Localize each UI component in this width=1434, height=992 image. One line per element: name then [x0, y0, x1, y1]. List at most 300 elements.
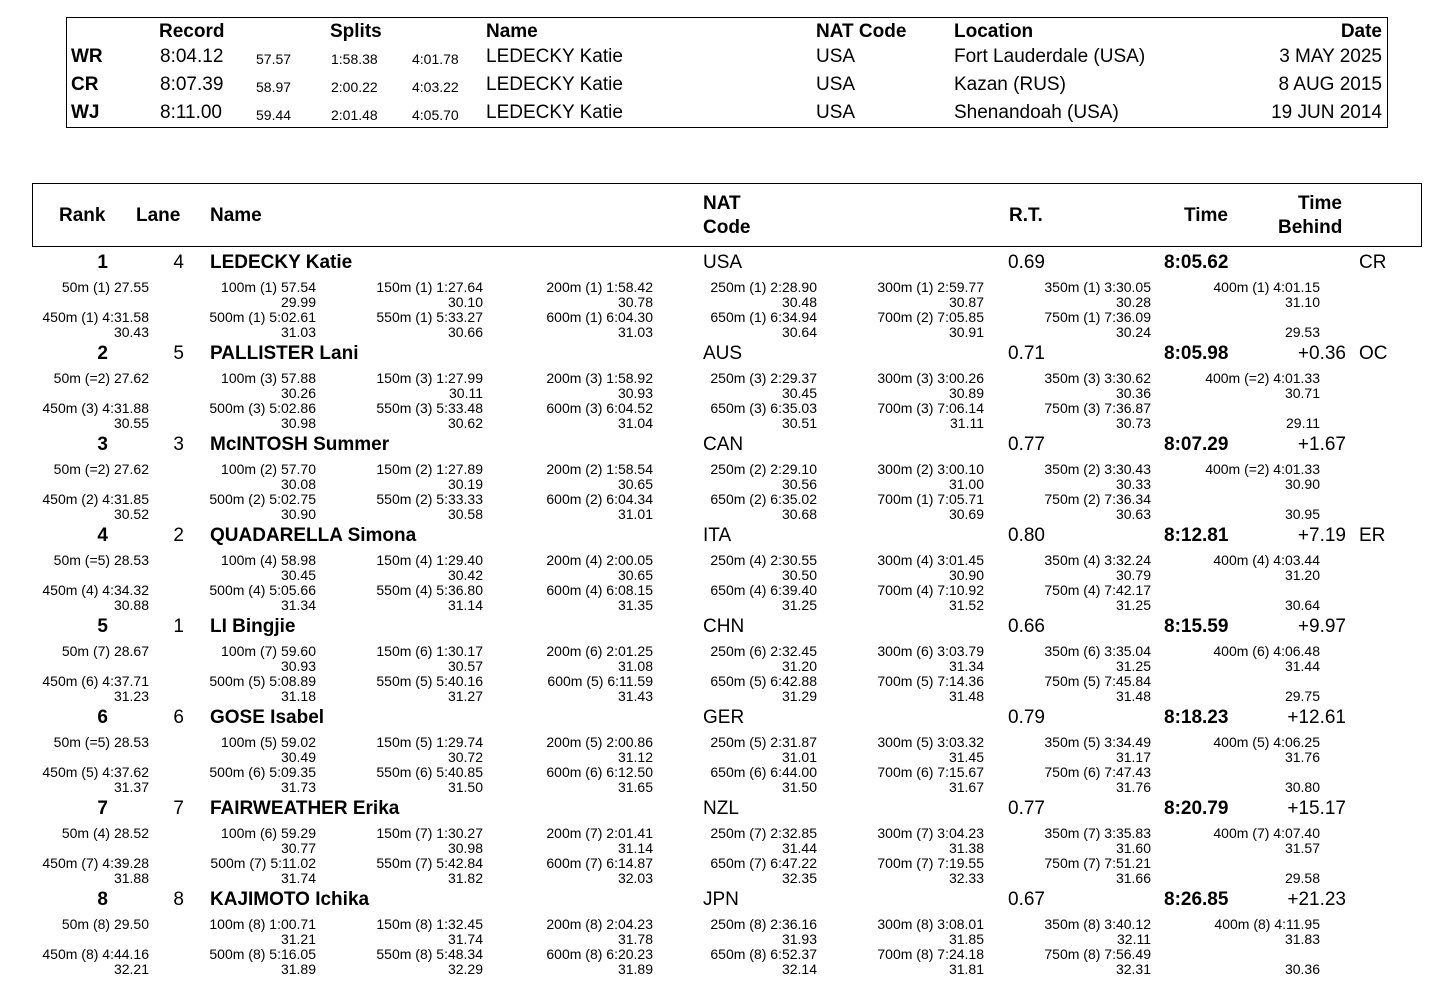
- split-time: [647, 674, 817, 704]
- split-time: [814, 674, 984, 704]
- split-time: [313, 644, 483, 674]
- split-time: [647, 644, 817, 674]
- split-cumulative: 350m (4) 3:32.24: [1044, 552, 1151, 568]
- split-cumulative: 250m (1) 2:28.90: [710, 279, 817, 295]
- split-lap: 30.78: [617, 294, 653, 310]
- location-header: Location: [954, 21, 1034, 42]
- split-cumulative: 150m (2) 1:27.89: [376, 461, 483, 477]
- time-behind: +12.61: [1287, 707, 1346, 728]
- split-cumulative: 550m (8) 5:48.34: [376, 946, 483, 962]
- split-time: [647, 492, 817, 522]
- record-row: [67, 102, 1387, 130]
- split-lap: 31.93: [781, 931, 817, 947]
- split-time: [313, 583, 483, 613]
- split-cumulative: 600m (8) 6:20.23: [546, 946, 653, 962]
- lane: 5: [173, 343, 184, 364]
- split-cumulative: 550m (5) 5:40.16: [376, 673, 483, 689]
- split-lap: 31.89: [280, 961, 316, 977]
- split-lap: 30.65: [617, 567, 653, 583]
- records-table: [66, 17, 1388, 128]
- split-lap: 31.00: [948, 476, 984, 492]
- record-type: CR: [71, 74, 99, 95]
- split-time: [146, 492, 316, 522]
- final-time: 8:12.81: [1164, 525, 1229, 546]
- athlete-name: PALLISTER Lani: [210, 343, 359, 364]
- split-cumulative: 750m (7) 7:51.21: [1044, 855, 1151, 871]
- split-lap: 30.91: [948, 324, 984, 340]
- split-time: [483, 462, 653, 492]
- split-cumulative: 200m (5) 2:00.86: [546, 734, 653, 750]
- split-time: [313, 371, 483, 401]
- split-time: [1150, 735, 1320, 765]
- athlete-name: McINTOSH Summer: [210, 434, 390, 455]
- split-cumulative: 500m (1) 5:02.61: [209, 309, 316, 325]
- split-lap: 30.19: [447, 476, 483, 492]
- split-cumulative: 250m (6) 2:32.45: [710, 643, 817, 659]
- reaction-time: 0.79: [1008, 707, 1045, 728]
- split-lap: 31.17: [1115, 749, 1151, 765]
- split-time: [313, 492, 483, 522]
- split-time: [647, 371, 817, 401]
- split-lap: 31.50: [781, 779, 817, 795]
- split-cumulative: 600m (7) 6:14.87: [546, 855, 653, 871]
- nat-code: GER: [703, 707, 745, 728]
- time-behind: +9.97: [1297, 616, 1346, 637]
- split-lap: 31.11: [950, 415, 984, 431]
- split-cumulative: 550m (1) 5:33.27: [376, 309, 483, 325]
- split-cumulative: 150m (7) 1:30.27: [376, 825, 483, 841]
- split-lap: 31.20: [781, 658, 817, 674]
- record-time: 8:07.39: [160, 74, 224, 95]
- split-time: [814, 644, 984, 674]
- split-cumulative: 350m (8) 3:40.12: [1044, 916, 1151, 932]
- split-time: [146, 553, 316, 583]
- split-cumulative: 100m (8) 1:00.71: [209, 916, 316, 932]
- record-split: 58.97: [256, 79, 292, 95]
- split-cumulative: 350m (6) 3:35.04: [1044, 643, 1151, 659]
- split-lap: 31.74: [280, 870, 316, 886]
- split-time: [146, 462, 316, 492]
- split-lap: 30.73: [1115, 415, 1151, 431]
- split-lap: 30.10: [447, 294, 483, 310]
- split-lap: 31.25: [1115, 597, 1151, 613]
- split-time: [0, 947, 149, 977]
- results-list: [0, 251, 1434, 979]
- nat-code: CHN: [703, 616, 745, 637]
- split-time: [814, 856, 984, 886]
- split-lap: 31.14: [447, 597, 483, 613]
- record-location: Fort Lauderdale (USA): [954, 46, 1146, 67]
- split-cumulative: 300m (2) 3:00.10: [877, 461, 984, 477]
- split-time: [146, 280, 316, 310]
- split-time: [146, 735, 316, 765]
- split-time: [981, 856, 1151, 886]
- split-cumulative: 100m (5) 59.02: [221, 734, 316, 750]
- split-cumulative: 450m (1) 4:31.58: [42, 309, 149, 325]
- athlete-name: KAJIMOTO Ichika: [210, 889, 370, 910]
- record-split: 59.44: [256, 107, 292, 123]
- record-date: 3 MAY 2025: [1279, 46, 1382, 67]
- split-cumulative: 750m (4) 7:42.17: [1044, 582, 1151, 598]
- split-lap: 30.56: [781, 476, 817, 492]
- split-cumulative: 500m (7) 5:11.02: [210, 855, 316, 871]
- split-cumulative: 50m (4) 28.52: [61, 825, 149, 841]
- split-time: [483, 917, 653, 947]
- split-time: [647, 765, 817, 795]
- final-time: 8:05.62: [1164, 252, 1229, 273]
- split-lap: 31.29: [781, 688, 817, 704]
- record-split: 57.57: [256, 51, 292, 67]
- final-time: 8:15.59: [1164, 616, 1229, 637]
- split-lap: 31.10: [1284, 294, 1320, 310]
- split-time: [0, 553, 149, 568]
- lane-header: Lane: [136, 205, 181, 226]
- split-lap: 30.63: [1115, 506, 1151, 522]
- split-cumulative: 650m (1) 6:34.94: [710, 309, 817, 325]
- reaction-time: 0.71: [1008, 343, 1045, 364]
- split-cumulative: 400m (5) 4:06.25: [1213, 734, 1320, 750]
- split-cumulative: 100m (1) 57.54: [221, 279, 316, 295]
- split-cumulative: 500m (3) 5:02.86: [209, 400, 316, 416]
- record-split: 4:05.70: [412, 107, 459, 123]
- split-cumulative: 700m (3) 7:06.14: [877, 400, 984, 416]
- split-time: [483, 674, 653, 704]
- split-time: [146, 310, 316, 340]
- split-cumulative: 200m (8) 2:04.23: [546, 916, 653, 932]
- split-cumulative: 50m (8) 29.50: [61, 916, 149, 932]
- athlete-summary: [0, 342, 1434, 366]
- lane: 6: [173, 707, 184, 728]
- split-time: [0, 583, 149, 613]
- split-lap: 31.14: [617, 840, 653, 856]
- split-cumulative: 750m (5) 7:45.84: [1044, 673, 1151, 689]
- split-time: [814, 553, 984, 583]
- split-cumulative: 300m (1) 2:59.77: [877, 279, 984, 295]
- split-cumulative: 300m (7) 3:04.23: [877, 825, 984, 841]
- result-row: [0, 342, 1434, 433]
- split-time: [1150, 462, 1320, 492]
- split-cumulative: 650m (2) 6:35.02: [710, 491, 817, 507]
- split-cumulative: 200m (6) 2:01.25: [546, 643, 653, 659]
- split-lap: 31.78: [617, 931, 653, 947]
- split-cumulative: 250m (5) 2:31.87: [710, 734, 817, 750]
- split-time: [647, 917, 817, 947]
- rank: 8: [97, 889, 108, 910]
- split-lap: 32.21: [113, 961, 149, 977]
- split-time: [0, 371, 149, 386]
- split-cumulative: 650m (7) 6:47.22: [710, 855, 817, 871]
- split-time: [0, 826, 149, 841]
- split-lap: 32.11: [1117, 931, 1151, 947]
- split-lap: 31.38: [948, 840, 984, 856]
- split-cumulative: 500m (4) 5:05.66: [209, 582, 316, 598]
- time-behind-header-line2: Behind: [1278, 217, 1343, 238]
- split-time: [0, 280, 149, 295]
- split-time: [647, 462, 817, 492]
- split-cumulative: 250m (3) 2:29.37: [710, 370, 817, 386]
- split-lap: 31.83: [1284, 931, 1320, 947]
- split-time: [814, 492, 984, 522]
- record-holder: LEDECKY Katie: [486, 46, 623, 67]
- record-split: 2:00.22: [331, 79, 378, 95]
- split-cumulative: 400m (=2) 4:01.33: [1205, 370, 1320, 386]
- split-cumulative: 350m (1) 3:30.05: [1044, 279, 1151, 295]
- split-lap: 31.44: [1284, 658, 1320, 674]
- split-time: [0, 644, 149, 659]
- time-header: Time: [1184, 205, 1229, 226]
- athlete-name: LI Bingjie: [210, 616, 296, 637]
- split-lap: 31.25: [1115, 658, 1151, 674]
- split-cumulative: 550m (7) 5:42.84: [376, 855, 483, 871]
- split-time: [647, 826, 817, 856]
- split-lap: 31.82: [447, 870, 483, 886]
- split-cumulative: 400m (=2) 4:01.33: [1205, 461, 1320, 477]
- athlete-summary: [0, 615, 1434, 639]
- record-nat-code: USA: [816, 74, 856, 95]
- split-time: [483, 401, 653, 431]
- split-time: [814, 917, 984, 947]
- split-cumulative: 750m (3) 7:36.87: [1044, 400, 1151, 416]
- record-nat-code: USA: [816, 102, 856, 123]
- split-time: [313, 553, 483, 583]
- split-time: [981, 917, 1151, 947]
- rank: 4: [97, 525, 108, 546]
- split-time: [483, 735, 653, 765]
- split-cumulative: 700m (6) 7:15.67: [877, 764, 984, 780]
- split-lap: 32.35: [781, 870, 817, 886]
- result-row: [0, 797, 1434, 888]
- nat-code: JPN: [703, 889, 739, 910]
- split-cumulative: 50m (=5) 28.53: [53, 552, 149, 568]
- split-time: [981, 674, 1151, 704]
- record-mark: ER: [1359, 525, 1386, 546]
- split-cumulative: 450m (5) 4:37.62: [42, 764, 149, 780]
- split-time: [483, 765, 653, 795]
- split-lap: 31.23: [113, 688, 149, 704]
- split-time: [647, 401, 817, 431]
- split-time: [146, 674, 316, 704]
- rank: 1: [97, 252, 108, 273]
- split-lap: 31.52: [948, 597, 984, 613]
- split-time: [1150, 553, 1320, 583]
- split-cumulative: 200m (2) 1:58.54: [546, 461, 653, 477]
- split-cumulative: 50m (1) 27.55: [61, 279, 149, 295]
- split-time: [981, 735, 1151, 765]
- final-lap-split: 29.53: [1284, 324, 1320, 340]
- split-time: [483, 492, 653, 522]
- final-time: 8:26.85: [1164, 889, 1229, 910]
- record-mark: OC: [1359, 343, 1388, 364]
- reaction-time-header: R.T.: [1009, 205, 1043, 226]
- record-row: [67, 74, 1387, 102]
- split-cumulative: 250m (8) 2:36.16: [710, 916, 817, 932]
- split-lap: 30.26: [280, 385, 316, 401]
- split-lap: 31.48: [1115, 688, 1151, 704]
- split-time: [483, 856, 653, 886]
- record-header: Record: [159, 21, 225, 42]
- split-lap: 30.89: [948, 385, 984, 401]
- athlete-summary: [0, 524, 1434, 548]
- lane: 4: [173, 252, 184, 273]
- split-time: [0, 310, 149, 340]
- split-time: [981, 644, 1151, 674]
- record-row: [67, 46, 1387, 74]
- name-column-header: Name: [210, 205, 262, 226]
- split-cumulative: 300m (6) 3:03.79: [877, 643, 984, 659]
- split-lap: 31.35: [617, 597, 653, 613]
- rank: 3: [97, 434, 108, 455]
- split-lap: 30.79: [1115, 567, 1151, 583]
- split-cumulative: 450m (2) 4:31.85: [42, 491, 149, 507]
- split-cumulative: 350m (3) 3:30.62: [1044, 370, 1151, 386]
- split-time: [1150, 371, 1320, 401]
- split-cumulative: 450m (6) 4:37.71: [42, 673, 149, 689]
- split-time: [313, 826, 483, 856]
- split-cumulative: 50m (=2) 27.62: [53, 461, 149, 477]
- split-cumulative: 700m (8) 7:24.18: [877, 946, 984, 962]
- split-time: [0, 492, 149, 522]
- split-lap: 32.29: [447, 961, 483, 977]
- split-lap: 31.34: [280, 597, 316, 613]
- split-time: [981, 492, 1151, 522]
- split-lap: 30.87: [948, 294, 984, 310]
- split-cumulative: 250m (7) 2:32.85: [710, 825, 817, 841]
- split-cumulative: 500m (2) 5:02.75: [209, 491, 316, 507]
- split-lap: 32.03: [617, 870, 653, 886]
- time-behind: +21.23: [1287, 889, 1346, 910]
- split-cumulative: 700m (5) 7:14.36: [877, 673, 984, 689]
- split-cumulative: 300m (5) 3:03.32: [877, 734, 984, 750]
- split-time: [146, 401, 316, 431]
- final-lap-split: 30.80: [1284, 779, 1320, 795]
- split-time: [981, 462, 1151, 492]
- split-lap: 31.57: [1284, 840, 1320, 856]
- split-time: [313, 856, 483, 886]
- record-date: 8 AUG 2015: [1278, 74, 1382, 95]
- split-cumulative: 750m (8) 7:56.49: [1044, 946, 1151, 962]
- split-time: [146, 371, 316, 401]
- split-lap: 31.03: [617, 324, 653, 340]
- split-lap: 31.34: [948, 658, 984, 674]
- split-cumulative: 100m (6) 59.29: [221, 825, 316, 841]
- split-cumulative: 50m (=2) 27.62: [53, 370, 149, 386]
- split-cumulative: 250m (4) 2:30.55: [710, 552, 817, 568]
- split-lap: 30.93: [617, 385, 653, 401]
- split-time: [313, 674, 483, 704]
- time-behind: +0.36: [1297, 343, 1346, 364]
- split-time: [814, 462, 984, 492]
- split-cumulative: 600m (4) 6:08.15: [546, 582, 653, 598]
- record-split: 2:01.48: [331, 107, 378, 123]
- time-behind: +7.19: [1297, 525, 1346, 546]
- record-type: WJ: [71, 102, 100, 123]
- split-lap: 30.36: [1115, 385, 1151, 401]
- result-row: [0, 706, 1434, 797]
- split-cumulative: 700m (7) 7:19.55: [877, 855, 984, 871]
- split-lap: 31.50: [447, 779, 483, 795]
- reaction-time: 0.69: [1008, 252, 1045, 273]
- split-lap: 32.14: [781, 961, 817, 977]
- split-cumulative: 750m (1) 7:36.09: [1044, 309, 1151, 325]
- split-lap: 31.45: [948, 749, 984, 765]
- final-lap-split: 29.75: [1284, 688, 1320, 704]
- split-lap: 30.45: [280, 567, 316, 583]
- athlete-name: QUADARELLA Simona: [210, 525, 417, 546]
- split-cumulative: 200m (1) 1:58.42: [546, 279, 653, 295]
- split-time: [483, 280, 653, 310]
- split-time: [814, 826, 984, 856]
- split-cumulative: 300m (3) 3:00.26: [877, 370, 984, 386]
- split-time: [647, 735, 817, 765]
- split-cumulative: 450m (3) 4:31.88: [42, 400, 149, 416]
- split-cumulative: 750m (6) 7:47.43: [1044, 764, 1151, 780]
- split-time: [981, 280, 1151, 310]
- split-time: [1150, 917, 1320, 947]
- record-time: 8:11.00: [160, 102, 222, 123]
- time-behind: +15.17: [1287, 798, 1346, 819]
- split-lap: 31.20: [1284, 567, 1320, 583]
- record-type: WR: [71, 46, 103, 67]
- result-row: [0, 524, 1434, 615]
- final-time: 8:20.79: [1164, 798, 1229, 819]
- record-date: 19 JUN 2014: [1271, 102, 1382, 123]
- split-time: [483, 310, 653, 340]
- split-cumulative: 700m (1) 7:05.71: [877, 491, 984, 507]
- split-lap: 31.03: [280, 324, 316, 340]
- split-time: [814, 371, 984, 401]
- record-location: Kazan (RUS): [954, 74, 1066, 95]
- split-lap: 31.18: [280, 688, 316, 704]
- split-cumulative: 650m (3) 6:35.03: [710, 400, 817, 416]
- split-cumulative: 300m (8) 3:08.01: [877, 916, 984, 932]
- split-lap: 30.28: [1115, 294, 1151, 310]
- nat-code: CAN: [703, 434, 744, 455]
- nat-code: USA: [703, 252, 743, 273]
- split-time: [814, 947, 984, 977]
- split-lap: 31.25: [781, 597, 817, 613]
- split-time: [647, 856, 817, 886]
- split-lap: 32.31: [1115, 961, 1151, 977]
- split-cumulative: 200m (4) 2:00.05: [546, 552, 653, 568]
- split-cumulative: 150m (3) 1:27.99: [376, 370, 483, 386]
- split-cumulative: 600m (5) 6:11.59: [547, 673, 653, 689]
- split-time: [0, 917, 149, 932]
- split-cumulative: 450m (7) 4:39.28: [42, 855, 149, 871]
- athlete-name: LEDECKY Katie: [210, 252, 353, 273]
- final-time: 8:18.23: [1164, 707, 1229, 728]
- split-time: [313, 947, 483, 977]
- split-cumulative: 150m (5) 1:29.74: [376, 734, 483, 750]
- split-time: [0, 735, 149, 750]
- split-time: [0, 674, 149, 704]
- split-time: [146, 644, 316, 674]
- split-time: [1150, 644, 1320, 674]
- split-lap: 30.24: [1115, 324, 1151, 340]
- reaction-time: 0.66: [1008, 616, 1045, 637]
- split-lap: 31.85: [948, 931, 984, 947]
- split-cumulative: 450m (4) 4:34.32: [42, 582, 149, 598]
- split-lap: 30.69: [948, 506, 984, 522]
- split-time: [313, 401, 483, 431]
- split-lap: 30.48: [781, 294, 817, 310]
- split-lap: 30.98: [280, 415, 316, 431]
- split-lap: 31.27: [447, 688, 483, 704]
- record-location: Shenandoah (USA): [954, 102, 1119, 123]
- split-lap: 31.08: [617, 658, 653, 674]
- split-cumulative: 350m (2) 3:30.43: [1044, 461, 1151, 477]
- split-lap: 30.90: [1284, 476, 1320, 492]
- split-time: [814, 310, 984, 340]
